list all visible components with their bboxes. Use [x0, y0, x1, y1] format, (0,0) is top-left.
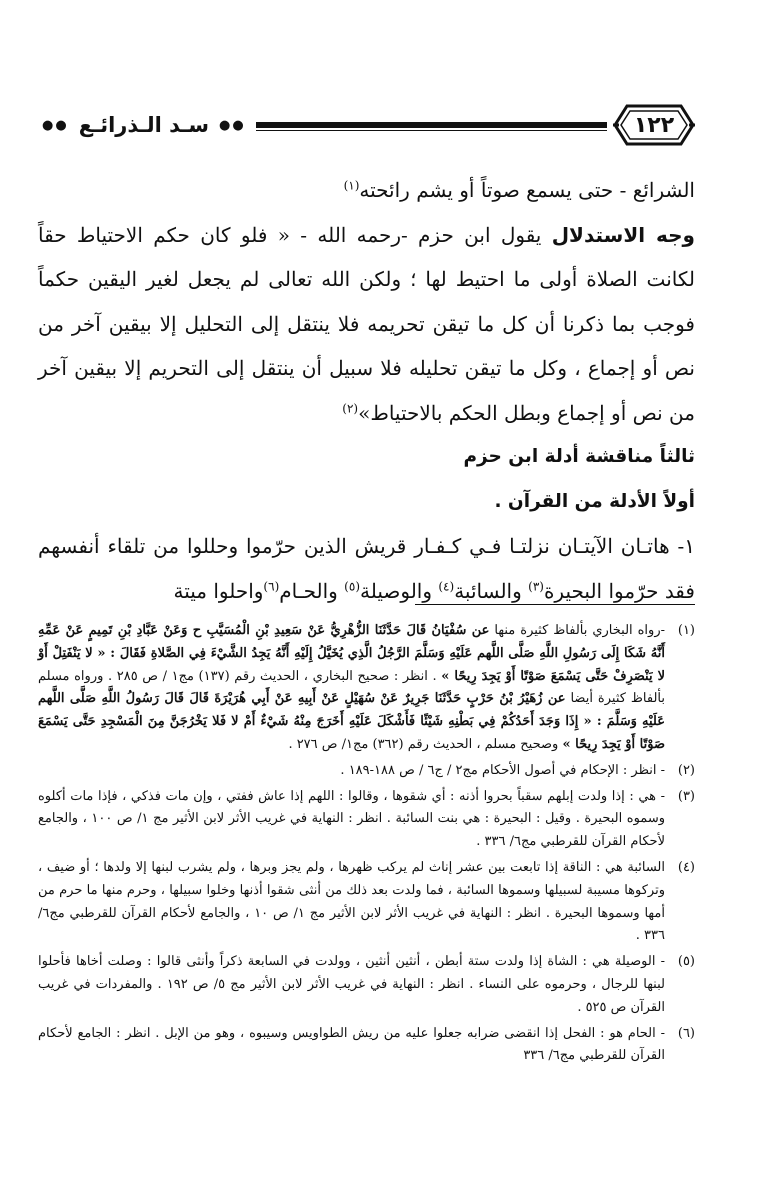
- footnote-text: [38, 760, 665, 783]
- page-number: ١٢٢: [633, 112, 675, 138]
- footnote-text: [38, 786, 665, 854]
- footnote: [38, 760, 695, 783]
- footnote: [38, 951, 695, 1019]
- inference-label: وجه الاستدلال: [551, 222, 695, 247]
- footnote-segment: - الوصيلة هي : الشاة إذا ولدت ستة أبطن ، أنثين أنثين ، وولدت في السابعة ذكراً وأنثى قالوا : وصلت أخاها فأحلوا لبنها للرجال ، وحرموه على النساء . انظر : النهاية في غريب الأثر لابن الأثير مج ٥/ ص ١٩٢ . والمفردات في غريب القرآن ص ٥٢٥ .: [38, 954, 665, 1015]
- paragraph: وجه الاستدلال يقول ابن حزم -رحمه الله - « فلو كان حكم الاحتياط حقاً لكانت الصلاة أولى ما احتيط لها ؛ ولكن الله تعالى لم يجعل لغير اليقين حكماً فوجب بما ذكرنا أن كل ما تيقن تحريمه فلا ينتقل إلى التحليل إلا بيقين آخر من نص أو إجماع ، وكل ما تيقن تحليله فلا سبيل أن ينتقل إلى التحريم إلا بيقين آخر من نص أو إجماع وبطل الحكم بالاحتياط»$^{(٢)}$: [38, 222, 695, 425]
- section-heading: ثالثاً مناقشة أدلة ابن حزم: [463, 446, 695, 467]
- footnote-ref: (٤): [438, 578, 455, 593]
- footnote-text: [38, 857, 665, 948]
- dot-ornament: ●●: [42, 117, 69, 133]
- book-page: [38, 0, 695, 1191]
- footnote-ref: (٢): [342, 400, 359, 415]
- footnote-segment: . انظر : صحيح البخاري ، الحديث رقم (١٣٧) مج١ / ص ٢٨٥ . ورواه مسلم بألفاظ كثيرة أيضا: [38, 668, 666, 707]
- footnote-ref: (٣): [528, 578, 544, 593]
- footnote-segment: - هي : إذا ولدت إبلهم سقباً بحروا أذنه : أي شقوها ، وقالوا : اللهم إذا عاش ففتي ، وإن مات فذكي ، فإذا مات أكلوه وسموه البحيرة . وقيل : البحيرة : هي بنت السائبة . انظر : النهاية في غريب الأثر لابن الأثير مج ١/ ص ١٠٠ ، والجامع لأحكام القرآن للقرطبي مج٦/ ٣٣٦ .: [38, 788, 665, 850]
- footnotes: [38, 620, 695, 1071]
- footnote-number: (١): [677, 623, 695, 638]
- footnote-text: [38, 620, 665, 757]
- footnote-ref: (٥): [344, 578, 360, 593]
- footnote-segment: السائبة هي : الناقة إذا تابعت بين عشر إناث لم يركب ظهرها ، ولم يجز وبرها ، ولم يشرب لبنها إلا ولدها ؛ أو ضيف ، وتركوها مسيبة لسبيلها وسموها السائبة ، فما ولدت بعد ذلك من أنثى شقوا أذنها وخلوا سبيلها ، وحرم منها ما حرم من أمها وسموها البحيرة . انظر : النهاية في غريب الأثر لابن الأثير مج ١/ ص ١٠ ، والجامع لأحكام القرآن للقرطبي مج٦/ ٣٣٦ .: [38, 859, 665, 944]
- footnote-text: [38, 1023, 665, 1069]
- footnote-number: (٥): [677, 954, 695, 970]
- page-number-badge: [613, 100, 695, 150]
- footnote-segment: - انظر : الإحكام في أصول الأحكام مج٢ / ج٦ / ص ١٨٨-١٨٩ .: [340, 762, 665, 778]
- footnote: [38, 1023, 695, 1069]
- footnote: [38, 620, 695, 757]
- footnote-number: (٦): [677, 1025, 695, 1041]
- paragraph: الشرائع - حتى يسمع صوتاً أو يشم رائحته$^{(١)}$: [343, 178, 695, 202]
- running-title: سـد الـذرائـع: [78, 113, 210, 137]
- footnote: [38, 786, 695, 854]
- main-text: [38, 168, 695, 613]
- footnote-divider: [415, 604, 695, 605]
- footnote-ref: (٦): [263, 578, 280, 593]
- footnote-number: (٢): [677, 762, 695, 778]
- footnote-text: [38, 951, 665, 1019]
- footnote-ref: (١): [343, 178, 360, 193]
- footnote-number: (٣): [677, 788, 695, 804]
- paragraph: ١- هاتـان الآيتـان نزلتـا فـي كـفـار قريش الذين حرّموا وحللوا من تلقاء أنفسهم فقد حرّموا البحيرة$^{(٣)}$ والسائبة$^{(٤)}$ والوصيلة$^{(٥)}$ والحـام$^{(٦)}$واحلوا ميتة: [38, 534, 695, 603]
- footnote-segment: -رواه البخاري بألفاظ كثيرة منها: [489, 623, 665, 638]
- hadith-quote: عن زُهَيْرُ بْنُ حَرْبٍ حَدَّثَنَا جَرِيرٌ عَنْ سُهَيْلٍ عَنْ أَبِيهِ عَنْ أَبِي هُرَيْرَةَ قَالَ قَالَ رَسُولُ اللَّهِ صَلَّى اللَّهم عَلَيْهِ وَسَلَّمَ : « إِذَا وَجَدَ أَحَدُكُمْ فِي بَطْنِهِ شَيْئًا فَأَشْكَلَ عَلَيْهِ أَخَرَجَ مِنْهُ شَيْءٌ أَمْ لا فَلا يَخْرُجَنَّ مِنَ الْمَسْجِدِ حَتَّى يَسْمَعَ صَوْتًا أَوْ يَجِدَ رِيحًا »: [38, 691, 665, 752]
- footnote-segment: وصحيح مسلم ، الحديث رقم (٣٦٢) مج١/ ص ٢٧٦ .: [288, 736, 563, 752]
- hadith-quote: عن سُفْيَانُ قَالَ حَدَّثَنَا الزُّهْرِيُّ عَنْ سَعِيدِ بْنِ الْمُسَيَّبِ ح وَعَنْ عَبَّادِ بْنِ تَمِيمٍ عَنْ عَمِّهِ أَنَّهُ شَكَا إِلَى رَسُولِ اللَّهِ صَلَّى اللَّهم عَلَيْهِ وَسَلَّمَ الرَّجُلُ الَّذِي يُخَيَّلُ إِلَيْهِ أَنَّهُ يَجِدُ الشَّيْءَ فِي الصَّلاةِ فَقَالَ : « لا يَنْفَتِلْ أَوْ لا يَنْصَرِفْ حَتَّى يَسْمَعَ صَوْتًا أَوْ يَجِدَ رِيحًا »: [38, 623, 666, 684]
- footnote: [38, 857, 695, 948]
- page-header: [38, 95, 695, 155]
- subsection-heading: أولاً الأدلة من القرآن .: [494, 490, 695, 512]
- dot-ornament: ●●: [219, 117, 246, 133]
- footnote-segment: - الحام هو : الفحل إذا انقضى ضرابه جعلوا عليه من ريش الطواويس وسيبوه ، وهو من الإبل . انظر : الجامع لأحكام القرآن للقرطبي مج٦/ ٣٣٦: [38, 1025, 665, 1064]
- header-rule: [256, 122, 607, 128]
- footnote-number: (٤): [677, 859, 695, 875]
